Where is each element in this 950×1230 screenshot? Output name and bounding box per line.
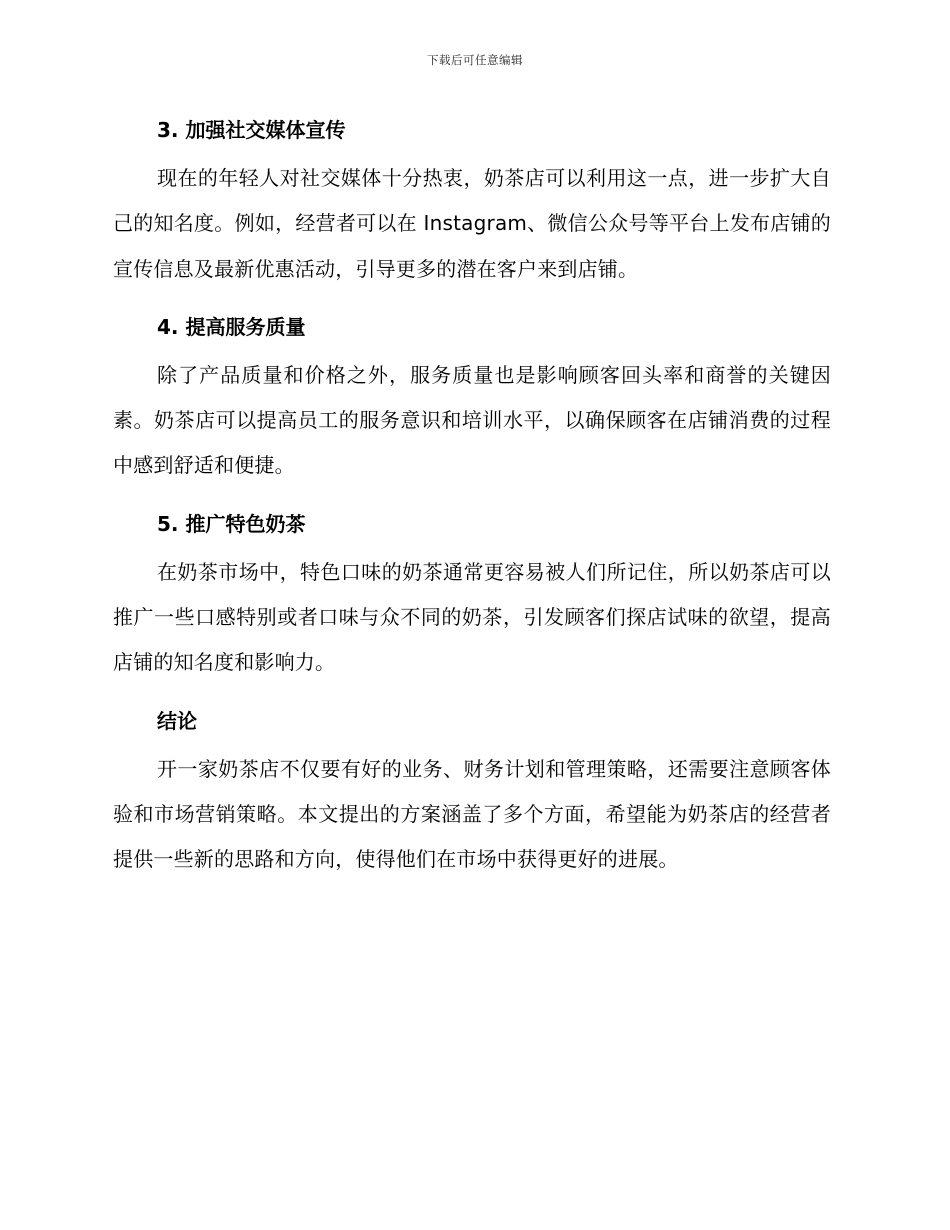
section-paragraph: 现在的年轻人对社交媒体十分热衷，奶茶店可以利用这一点，进一步扩大自己的知名度。例如，经营者可以在 Instagram、微信公众号等平台上发布店铺的宣传信息及最新优惠活动，引导更多的潜在客户来到店铺。 [113,166,831,281]
section-paragraph: 在奶茶市场中，特色口味的奶茶通常更容易被人们所记住，所以奶茶店可以推广一些口感特别或者口味与众不同的奶茶，引发顾客们探店试味的欲望，提高店铺的知名度和影响力。 [113,559,831,675]
section-service-quality [113,307,831,489]
page-header: 下载后可任意编辑 [427,53,523,67]
section-social-media [113,110,831,292]
section-conclusion [113,701,831,883]
section-paragraph: 除了产品质量和价格之外，服务质量也是影响顾客回头率和商誉的关键因素。奶茶店可以提高员工的服务意识和培训水平，以确保顾客在店铺消费的过程中感到舒适和便捷。 [113,362,831,478]
section-heading: 4. 提高服务质量 [157,314,306,339]
section-paragraph: 开一家奶茶店不仅要有好的业务、财务计划和管理策略，还需要注意顾客体验和市场营销策略。本文提出的方案涵盖了多个方面，希望能为奶茶店的经营者提供一些新的思路和方向，使得他们在市场中获得更好的进展。 [113,756,831,872]
document-body [113,110,831,883]
section-heading: 3. 加强社交媒体宣传 [157,118,346,142]
section-signature-tea [113,504,831,686]
section-heading: 5. 推广特色奶茶 [157,511,306,536]
section-heading: 结论 [157,708,197,733]
